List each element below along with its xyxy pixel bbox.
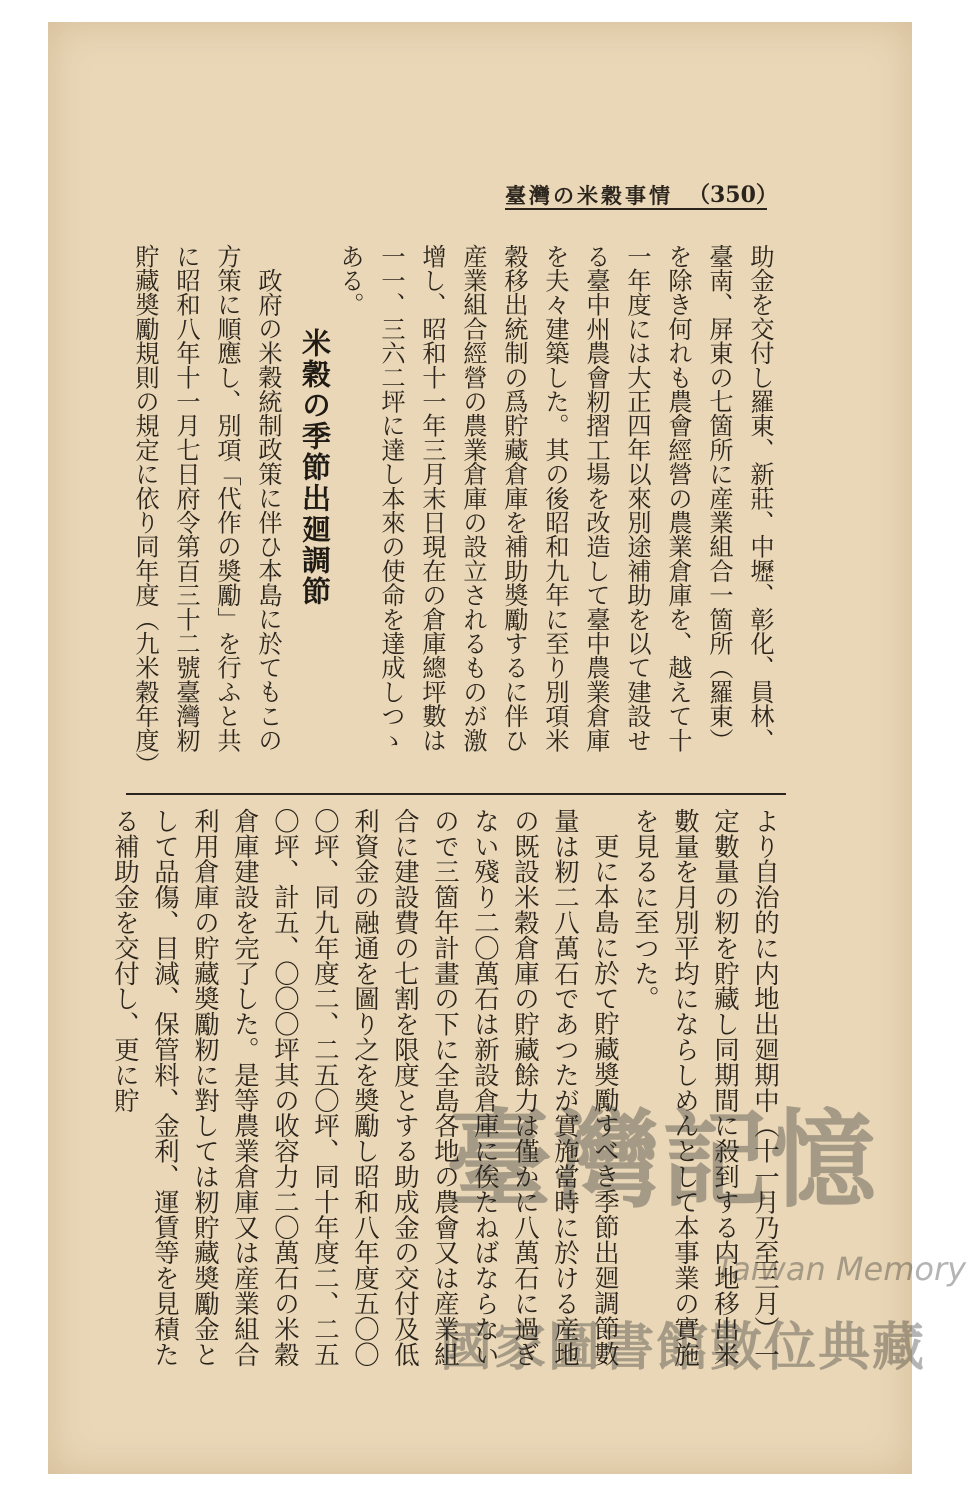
top-continuation-paragraph: 助金を交付し羅東、新莊、中壢、彰化、員林、臺南、屏東の七箇所に産業組合一箇所（羅東）を除き何れも農會經營の農業倉庫を、越えて十一年度には大正四年以來別途補助を以て建設せる臺中州農會籾摺工場を改造して臺中農業倉庫を夫々建築した。其の後昭和九年に至り別項米穀移出統制の爲貯藏倉庫を補助奬勵するに伴ひ産業組合經營の農業倉庫の設立されるものが激增し、昭和十一年三月末日現在の倉庫總坪數は一一、三六二坪に達し本來の使命を達成しつゝある。 (336, 244, 774, 753)
page-number: （350） (688, 182, 778, 208)
column-divider (126, 793, 786, 795)
running-header-title: 臺灣の米穀事情 (505, 183, 673, 208)
section-heading: 米穀の季節出廻調節 (298, 328, 332, 607)
watermark-sub-text: 國家圖書館數位典藏 (440, 1318, 927, 1378)
top-section-paragraph: 政府の米穀統制政策に伴ひ本島に於てもこの方策に順應し、別項「代作の奬勵」を行ふと共に昭和八年十一月七日府令第百三十二號臺灣籾貯藏奬勵規則の規定に依り同年度（九米穀年度） (131, 244, 282, 777)
header-rule (505, 208, 767, 210)
watermark-main-text: 臺灣記憶 (446, 1100, 878, 1220)
bottom-paragraph-1: より自治的に内地出廻期中（十一月乃至三月）一定數量の籾を貯藏し同期間に殺到する内地移出米數量を月別平均にならしめんとして本事業の實施を見るに至つた。 (631, 808, 781, 1367)
watermark-english-text: Taiwan Memory (715, 1250, 967, 1288)
bottom-paragraph-2: 更に本島に於て貯藏奬勵すべき季節出廻調節數量は籾二八萬石であつたが實施當時に於ける産地の既設米穀倉庫の貯藏餘力は僅かに八萬石に過ぎない殘り二〇萬石は新設倉庫に俟たねばならないので三箇年計畫の下に全島各地の農會又は産業組合に建設費の七割を限度とする助成金の交付及低利資金の融通を圖り之を奬勵し昭和八年度五〇〇〇坪、同九年度二、二五〇坪、同十年度二、二五〇坪、計五、〇〇〇坪其の收容力二〇萬石の米穀倉庫建設を完了した。是等農業倉庫又は産業組合利用倉庫の貯藏奬勵籾に對しては籾貯藏奬勵金として品傷、目減、保管料、金利、運賃等を見積たる補助金を交付し、更に貯 (111, 808, 621, 1367)
